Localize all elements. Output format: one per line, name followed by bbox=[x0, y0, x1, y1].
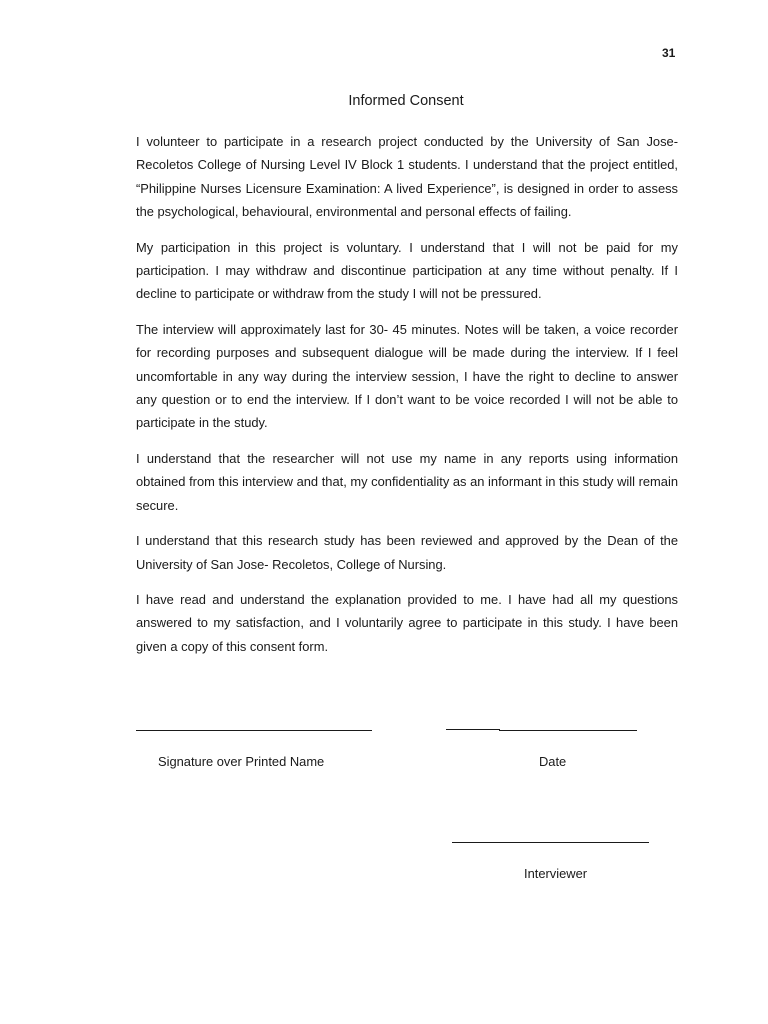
page-number: 31 bbox=[662, 46, 676, 60]
interviewer-label: Interviewer bbox=[524, 866, 588, 881]
paragraph-approval: I understand that this research study has been reviewed and approved by the Dean of the University of San Jose- Recoletos, College of Nursing. bbox=[136, 533, 678, 572]
page-title: Informed Consent bbox=[348, 93, 464, 109]
paragraph-interview-details: The interview will approximately last for 30- 45 minutes. Notes will be taken, a voice recorder for recording purposes and subsequent dialogue will be made during the interview. If I feel uncomfortable in any way during the interview session, I have the right to decline to answer any question or to end the interview. If I don’t want to be voice recorded I will not be able to participate in the study. bbox=[136, 321, 678, 431]
interviewer-line bbox=[452, 842, 649, 843]
paragraph-study-description: I volunteer to participate in a research project conducted by the University of San Jose-Recoletos College of Nursing Level IV Block 1 students. I understand that the project entitled, “Philippine Nurses Licensure Examination: A lived Experience”, is designed in order to assess the psychological, behavioural, environmental and personal effects of failing. bbox=[136, 134, 678, 220]
paragraph-voluntary-participation: My participation in this project is voluntary. I understand that I will not be paid for my participation. I may withdraw and discontinue participation at any time without penalty. If I decline to participate or withdraw from the study I will not be pressured. bbox=[136, 239, 678, 302]
date-line-left bbox=[446, 729, 500, 730]
paragraph-confidentiality: I understand that the researcher will not use my name in any reports using information obtained from this interview and that, my confidentiality as an informant in this study will remain secure. bbox=[136, 450, 678, 513]
date-label: Date bbox=[539, 754, 567, 769]
signature-line-tail bbox=[358, 730, 372, 731]
paragraph-agreement: I have read and understand the explanation provided to me. I have had all my questions answered to my satisfaction, and I voluntarily agree to participate in this study. I have been given a copy of this consent form. bbox=[136, 591, 678, 654]
consent-body bbox=[136, 130, 678, 670]
date-line bbox=[499, 730, 637, 731]
signature-label: Signature over Printed Name bbox=[158, 754, 325, 769]
signature-line bbox=[136, 730, 358, 731]
